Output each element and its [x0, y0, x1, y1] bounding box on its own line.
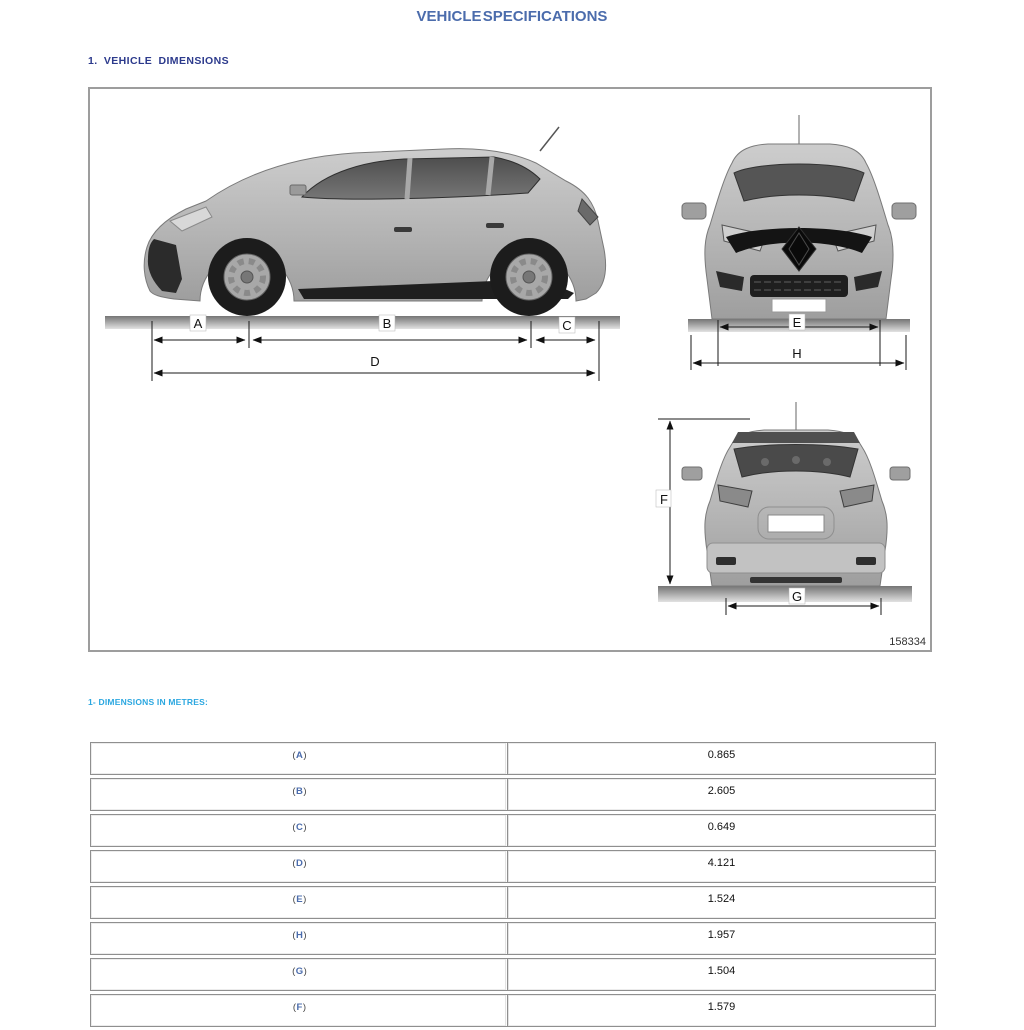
lower-grille — [750, 275, 848, 297]
headrest — [761, 458, 769, 466]
car-rear-view — [682, 402, 910, 586]
dimension-label-cell: ( G ) — [91, 959, 508, 990]
figure-svg — [90, 89, 930, 650]
table-row — [90, 778, 936, 811]
dimensions-table — [90, 742, 936, 1030]
side-mirror — [290, 185, 306, 195]
b-pillar — [407, 158, 410, 199]
figure-number: 158334 — [889, 636, 926, 648]
dimension-label-cell: ( H ) — [91, 923, 508, 954]
dimension-value-cell: 2.605 — [508, 779, 935, 810]
dimension-value-cell: 0.649 — [508, 815, 935, 846]
table-row — [90, 886, 936, 919]
antenna — [540, 127, 559, 151]
right-reflector — [856, 557, 876, 565]
left-mirror — [682, 203, 706, 219]
right-mirror — [892, 203, 916, 219]
right-mirror — [890, 467, 910, 480]
door-handle-rear — [486, 223, 504, 228]
door-handle-front — [394, 227, 412, 232]
roof-spoiler — [732, 432, 860, 443]
dim-label-G: G — [791, 589, 803, 604]
left-mirror — [682, 467, 702, 480]
dim-label-D: D — [370, 354, 380, 369]
vehicle-dimensions-figure — [88, 87, 932, 652]
left-reflector — [716, 557, 736, 565]
table-row — [90, 850, 936, 883]
car-side-view — [144, 127, 605, 316]
dimension-label-cell: ( C ) — [91, 815, 508, 846]
dim-label-B: B — [382, 316, 392, 331]
dimension-label-cell: ( A ) — [91, 743, 508, 774]
page-title: VEHICLE SPECIFICATIONS — [416, 8, 608, 25]
dimensions-note: 1- DIMENSIONS IN METRES: — [88, 697, 209, 707]
table-row — [90, 814, 936, 847]
dimension-value-cell: 1.957 — [508, 923, 935, 954]
dimension-value-cell: 4.121 — [508, 851, 935, 882]
dimension-label-cell: ( E ) — [91, 887, 508, 918]
section-heading: 1. VEHICLE DIMENSIONS — [88, 55, 230, 67]
exhaust-trim — [750, 577, 842, 583]
dimension-value-cell: 0.865 — [508, 743, 935, 774]
car-front-view — [682, 115, 916, 319]
dimension-label-cell: ( B ) — [91, 779, 508, 810]
dimension-value-cell: 1.579 — [508, 995, 935, 1026]
license-plate — [768, 515, 824, 532]
license-plate — [772, 299, 826, 312]
dim-label-H: H — [792, 346, 802, 361]
dimension-label-cell: ( D ) — [91, 851, 508, 882]
dimension-label-cell: ( F ) — [91, 995, 508, 1026]
dimension-value-cell: 1.524 — [508, 887, 935, 918]
dim-label-C: C — [562, 318, 572, 333]
dim-label-E: E — [792, 315, 802, 330]
windshield — [734, 164, 864, 201]
table-row — [90, 958, 936, 991]
ground-bar-rear — [658, 586, 912, 602]
ground-bar-side — [105, 316, 620, 329]
headrest — [792, 456, 800, 464]
rear-wheel — [490, 238, 568, 316]
dim-label-F: F — [660, 492, 668, 507]
front-wheel — [208, 238, 286, 316]
table-row — [90, 994, 936, 1027]
dim-label-A: A — [193, 316, 203, 331]
dimension-value-cell: 1.504 — [508, 959, 935, 990]
table-row — [90, 742, 936, 775]
table-row — [90, 922, 936, 955]
headrest — [823, 458, 831, 466]
